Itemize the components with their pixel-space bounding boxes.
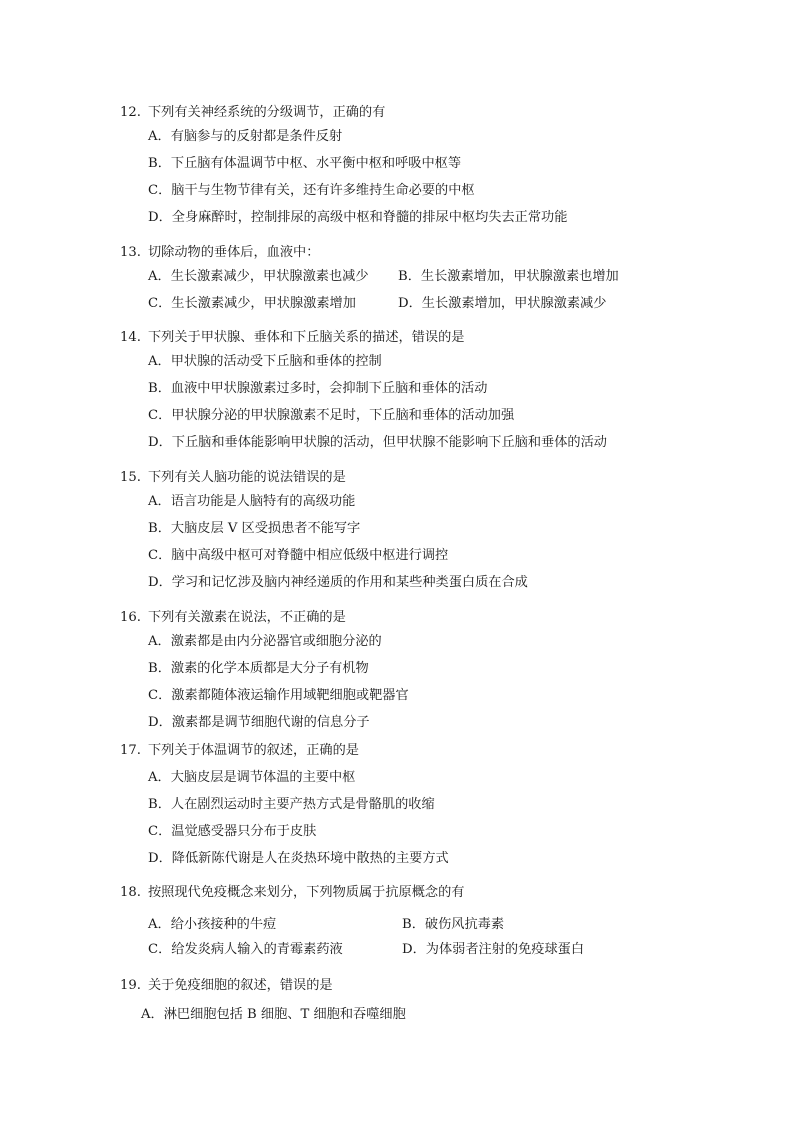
- q16-option-d: D．激素都是调节细胞代谢的信息分子: [148, 715, 370, 730]
- q17-option-a: A．大脑皮层是调节体温的主要中枢: [148, 770, 356, 785]
- question-text: 下列有关激素在说法，不正确的是: [148, 610, 346, 625]
- question-text: 下列关于甲状腺、垂体和下丘脑关系的描述，错误的是: [148, 330, 465, 345]
- question-19-stem: [120, 979, 333, 992]
- question-13-stem: [120, 246, 319, 259]
- q14-option-c: C．甲状腺分泌的甲状腺激素不足时，下丘脑和垂体的活动加强: [148, 408, 515, 423]
- question-number: 17.: [120, 743, 141, 758]
- question-number: 19.: [120, 978, 141, 993]
- q13-option-c: C．生长激素减少，甲状腺激素增加: [148, 296, 356, 311]
- q16-option-a: A．激素都是由内分泌器官或细胞分泌的: [148, 634, 382, 649]
- question-number: 14.: [120, 330, 141, 345]
- question-text: 下列有关人脑功能的说法错误的是: [148, 470, 346, 485]
- q14-option-b: B．血液中甲状腺激素过多时，会抑制下丘脑和垂体的活动: [148, 381, 488, 396]
- question-text: 关于免疫细胞的叙述，错误的是: [148, 978, 333, 993]
- question-number: 18.: [120, 885, 141, 900]
- question-number: 16.: [120, 610, 141, 625]
- q18-option-c: C．给发炎病人输入的青霉素药液: [148, 942, 343, 957]
- q14-option-d: D．下丘脑和垂体能影响甲状腺的活动，但甲状腺不能影响下丘脑和垂体的活动: [148, 435, 607, 450]
- question-text: 切除动物的垂体后，血液中：: [148, 245, 320, 260]
- question-number: 12.: [120, 105, 141, 120]
- q13-option-d: D．生长激素增加，甲状腺激素减少: [398, 296, 607, 311]
- q12-option-c: C．脑干与生物节律有关，还有许多维持生命必要的中枢: [148, 183, 475, 198]
- q14-option-a: A．甲状腺的活动受下丘脑和垂体的控制: [148, 354, 382, 369]
- q12-option-d: D．全身麻醉时，控制排尿的高级中枢和脊髓的排尿中枢均失去正常功能: [148, 210, 568, 225]
- q19-option-a: A．淋巴细胞包括 B 细胞、T 细胞和吞噬细胞: [141, 1007, 406, 1022]
- q15-option-c: C．脑中高级中枢可对脊髓中相应低级中枢进行调控: [148, 548, 449, 563]
- question-12-stem: [120, 106, 385, 119]
- question-18-stem: [120, 886, 465, 899]
- question-text: 下列有关神经系统的分级调节，正确的有: [148, 105, 386, 120]
- q18-option-d: D．为体弱者注射的免疫球蛋白: [402, 942, 585, 957]
- question-text: 下列关于体温调节的叙述，正确的是: [148, 743, 359, 758]
- q18-option-a: A．给小孩接种的牛痘: [148, 917, 277, 932]
- q12-option-a: A．有脑参与的反射都是条件反射: [148, 129, 343, 144]
- q16-option-b: B．激素的化学本质都是大分子有机物: [148, 661, 369, 676]
- q13-option-a: A．生长激素减少，甲状腺激素也减少: [148, 269, 369, 284]
- question-17-stem: [120, 744, 359, 757]
- q16-option-c: C．激素都随体液运输作用域靶细胞或靶器官: [148, 688, 409, 703]
- q15-option-a: A．语言功能是人脑特有的高级功能: [148, 494, 356, 509]
- question-14-stem: [120, 331, 465, 344]
- question-15-stem: [120, 471, 346, 484]
- q18-option-b: B．破伤风抗毒素: [402, 917, 505, 932]
- q15-option-b: B．大脑皮层 V 区受损患者不能写字: [148, 521, 361, 536]
- q17-option-c: C．温觉感受器只分布于皮肤: [148, 824, 317, 839]
- question-number: 15.: [120, 470, 141, 485]
- q17-option-b: B．人在剧烈运动时主要产热方式是骨骼肌的收缩: [148, 797, 435, 812]
- q13-option-b: B．生长激素增加，甲状腺激素也增加: [398, 269, 619, 284]
- q12-option-b: B．下丘脑有体温调节中枢、水平衡中枢和呼吸中枢等: [148, 156, 462, 171]
- q17-option-d: D．降低新陈代谢是人在炎热环境中散热的主要方式: [148, 851, 449, 866]
- q15-option-d: D．学习和记忆涉及脑内神经递质的作用和某些种类蛋白质在合成: [148, 575, 528, 590]
- question-16-stem: [120, 611, 346, 624]
- question-number: 13.: [120, 245, 141, 260]
- question-text: 按照现代免疫概念来划分，下列物质属于抗原概念的有: [148, 885, 465, 900]
